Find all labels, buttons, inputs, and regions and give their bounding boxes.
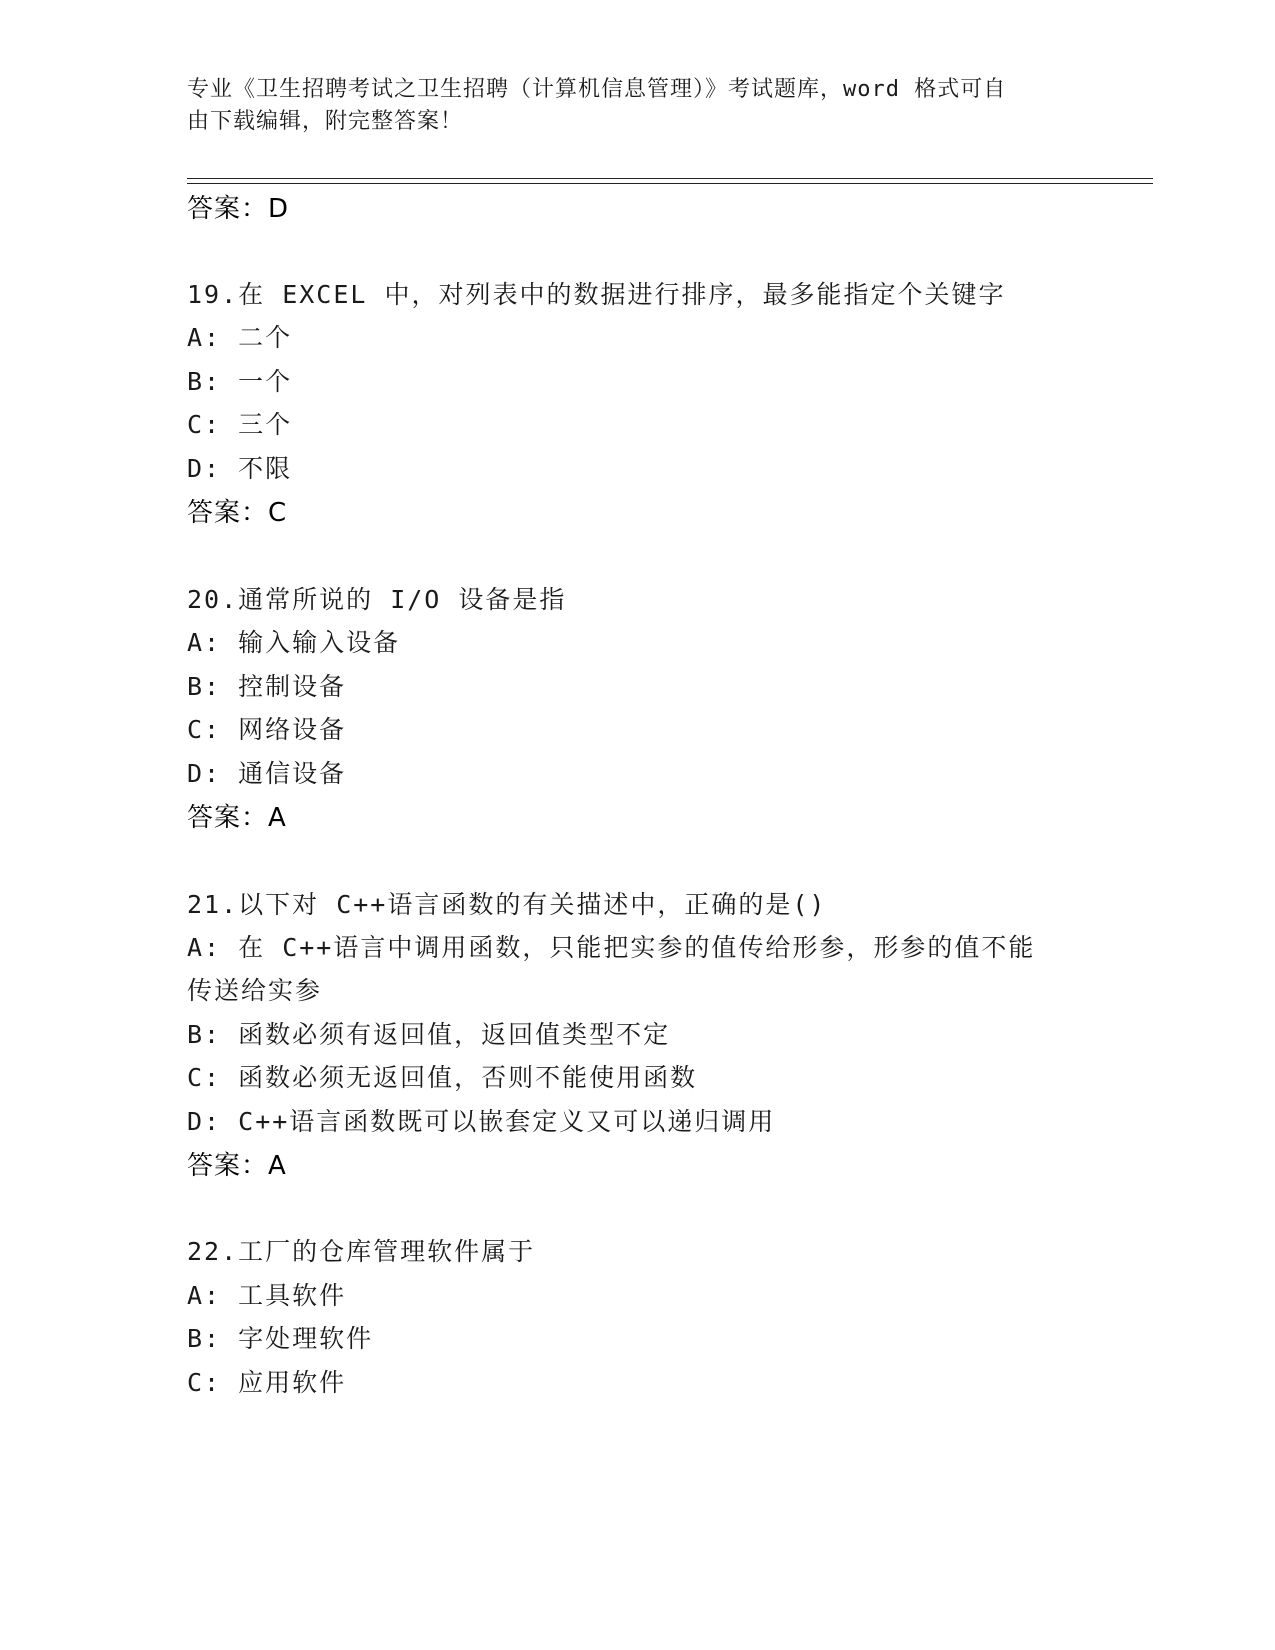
question-list (187, 0, 1153, 1650)
question-19-stem: 19.在 EXCEL 中，对列表中的数据进行排序，最多能指定个关键字 (187, 280, 1006, 309)
question-21-stem: 21.以下对 C++语言函数的有关描述中，正确的是() (187, 890, 827, 919)
question-20-stem: 20.通常所说的 I/O 设备是指 (187, 585, 567, 614)
question-19-option-b: B: 一个 (187, 367, 293, 396)
question-19-option-a: A: 二个 (187, 323, 293, 352)
header-line-2: 由下载编辑，附完整答案！ (187, 109, 464, 134)
header-line-1: 专业《卫生招聘考试之卫生招聘（计算机信息管理）》考试题库，word 格式可自 (187, 77, 1007, 102)
question-20-option-b: B: 控制设备 (187, 672, 347, 701)
question-21-option-c: C: 函数必须无返回值，否则不能使用函数 (187, 1063, 698, 1092)
question-20-answer: 答案：A (187, 803, 287, 833)
question-20-option-d: D: 通信设备 (187, 759, 347, 788)
question-21-option-d: D: C++语言函数既可以嵌套定义又可以递归调用 (187, 1107, 776, 1136)
question-22-option-c: C: 应用软件 (187, 1368, 347, 1397)
question-22-option-b: B: 字处理软件 (187, 1324, 374, 1353)
question-21-option-b: B: 函数必须有返回值，返回值类型不定 (187, 1020, 671, 1049)
question-19-option-c: C: 三个 (187, 410, 293, 439)
question-21-answer: 答案：A (187, 1151, 287, 1181)
question-19-option-d: D: 不限 (187, 454, 293, 483)
question-21-option-a-continued: 传送给实参 (187, 976, 323, 1005)
question-22-option-a: A: 工具软件 (187, 1281, 347, 1310)
question-22-stem: 22.工厂的仓库管理软件属于 (187, 1237, 536, 1266)
answer-previous: 答案：D (187, 194, 290, 224)
question-19-answer: 答案：C (187, 498, 288, 528)
question-21-option-a: A: 在 C++语言中调用函数，只能把实参的值传给形参，形参的值不能 (187, 933, 1036, 962)
question-20-option-c: C: 网络设备 (187, 715, 347, 744)
question-20-option-a: A: 输入输入设备 (187, 628, 401, 657)
